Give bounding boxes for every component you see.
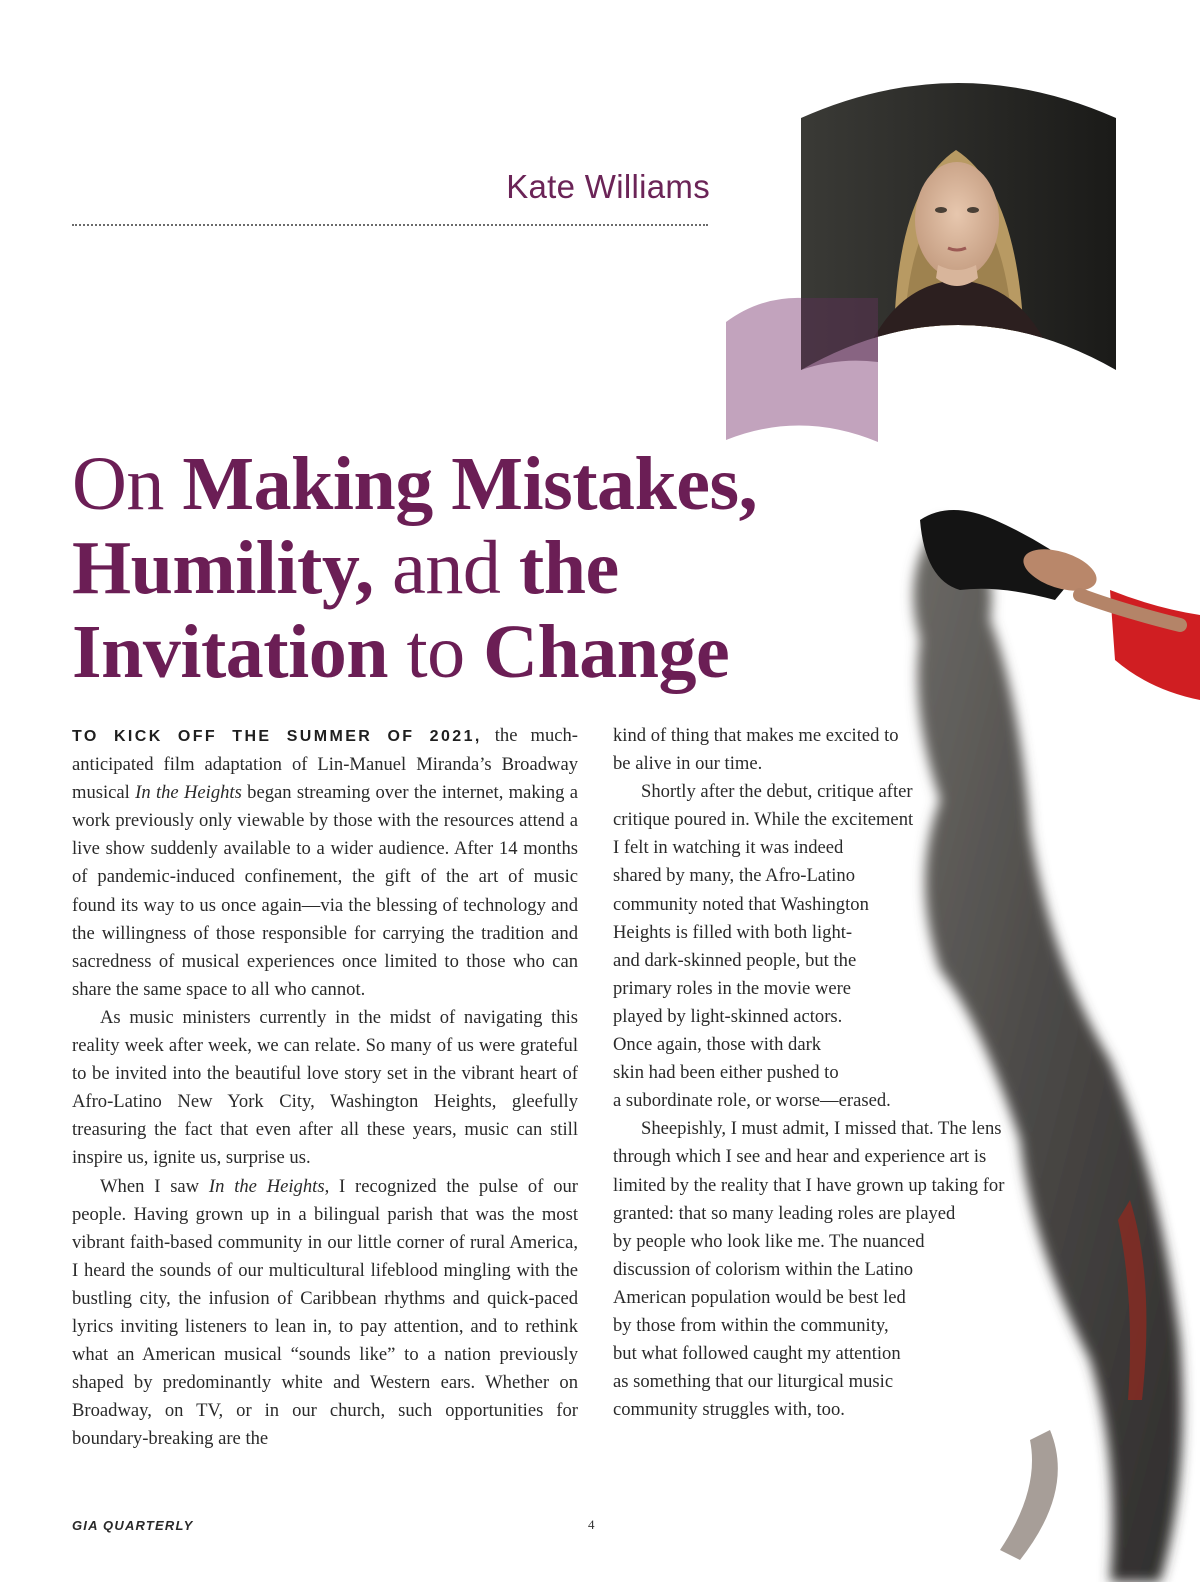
page-number: 4 [588,1517,595,1532]
portrait-graphic [726,70,1126,450]
p1-text-a: the much-anticipated film adaptation of Lin-Manuel Miranda’s Broadway musical [72,725,578,804]
lilac-overlay [801,298,878,370]
text-line: Heights is filled with both light- [613,921,853,943]
text-line: critique poured in. While the excitement [613,809,914,831]
portrait-block [726,70,1126,450]
paragraph-5 [613,778,1083,1115]
text-line: primary roles in the movie were [613,977,852,999]
paragraph-1 [72,722,578,1004]
text-line: as something that our liturgical music [613,1371,894,1393]
text-line: discussion of colorism within the Latino [613,1258,914,1280]
paragraph-3 [72,1173,578,1454]
title-change: Change [483,610,730,694]
p1-text-b: began streaming over the internet, making a work previously only viewable by those with the resources attend a live show suddenly available to a wider audience. After 14 months of pandemic-induced confinement, the gift of the art of music found its way to us once again—via the blessing of technology and the willingness of those responsible for carrying the tradition and sacredness of musical experiences once limited to those who can share the same space to all who cannot. [72,782,578,1000]
p1-film-title: In the Heights [135,782,242,804]
article-column-right [613,722,1083,1424]
text-line: community noted that Washington [613,893,869,915]
text-line: Sheepishly, I must admit, I missed that. The lens [641,1118,1002,1140]
title-the: the [518,526,619,610]
text-line: but what followed caught my attention [613,1343,901,1365]
publication-name: GIA QUARTERLY [72,1518,194,1533]
p3-text-a: When I saw [100,1175,209,1197]
title-invitation: Invitation [72,610,388,694]
article-title [72,442,792,694]
paragraph-4 [613,722,1083,778]
paragraph-6 [613,1115,1083,1424]
text-line: by those from within the community, [613,1314,889,1336]
text-line: granted: that so many leading roles are played [613,1202,956,1224]
title-and: and [373,526,519,610]
paragraph-2: As music ministers currently in the midst of navigating this reality week after week, we can relate. So many of us were grateful to be invited into the beautiful love story set in the vibrant heart of Afro-Latino New York City, Washington Heights, gleefully treasuring the fact that even after all these years, music can still inspire us, ignite us, surprise us. [72,1006,578,1169]
lead-in: TO KICK OFF THE SUMMER OF 2021, [72,728,482,745]
author-name: Kate Williams [506,168,710,205]
text-line: limited by the reality that I have grown up taking for [613,1174,1005,1196]
text-line: community struggles with, too. [613,1399,845,1421]
text-line: and dark-skinned people, but the [613,949,857,971]
text-line: American population would be best led [613,1286,906,1308]
text-line: through which I see and hear and experience art is [613,1146,987,1168]
text-line: be alive in our time. [613,753,763,775]
text-line: Shortly after the debut, critique after [641,781,913,803]
title-to: to [387,610,484,694]
text-line: by people who look like me. The nuanced [613,1230,925,1252]
p3-film-title: In the Heights [208,1175,325,1197]
title-making-mistakes: Making Mistakes, [182,442,758,526]
title-on: On [72,442,183,526]
dancer-leg [1000,1430,1058,1560]
author-divider [72,224,708,226]
article-column-left [72,722,578,1453]
text-line: a subordinate role, or worse—erased. [613,1090,891,1112]
text-line: played by light-skinned actors. [613,1005,843,1027]
text-line: kind of thing that makes me excited to [613,725,899,746]
text-line: skin had been either pushed to [613,1062,839,1084]
title-humility: Humility, [72,526,374,610]
text-line: Once again, those with dark [613,1034,822,1056]
text-line: I felt in watching it was indeed [613,837,844,859]
p3-text-b: , I recognized the pulse of our people. Having grown up in a bilingual parish that was the most vibrant faith-based community in our little corner of rural America, I heard the sounds of our multicultural lifeblood mingling with the bustling city, the infusion of Caribbean rhythms and quick-paced lyrics inviting listeners to lean in, to pay attention, and to rethink what an American musical “sounds like” to a nation previously shaped by predominantly white and Western ears. Whether on Broadway, on TV, or in our church, such opportunities for boundary-breaking are the [72,1175,579,1450]
text-line: shared by many, the Afro-Latino [613,865,855,887]
